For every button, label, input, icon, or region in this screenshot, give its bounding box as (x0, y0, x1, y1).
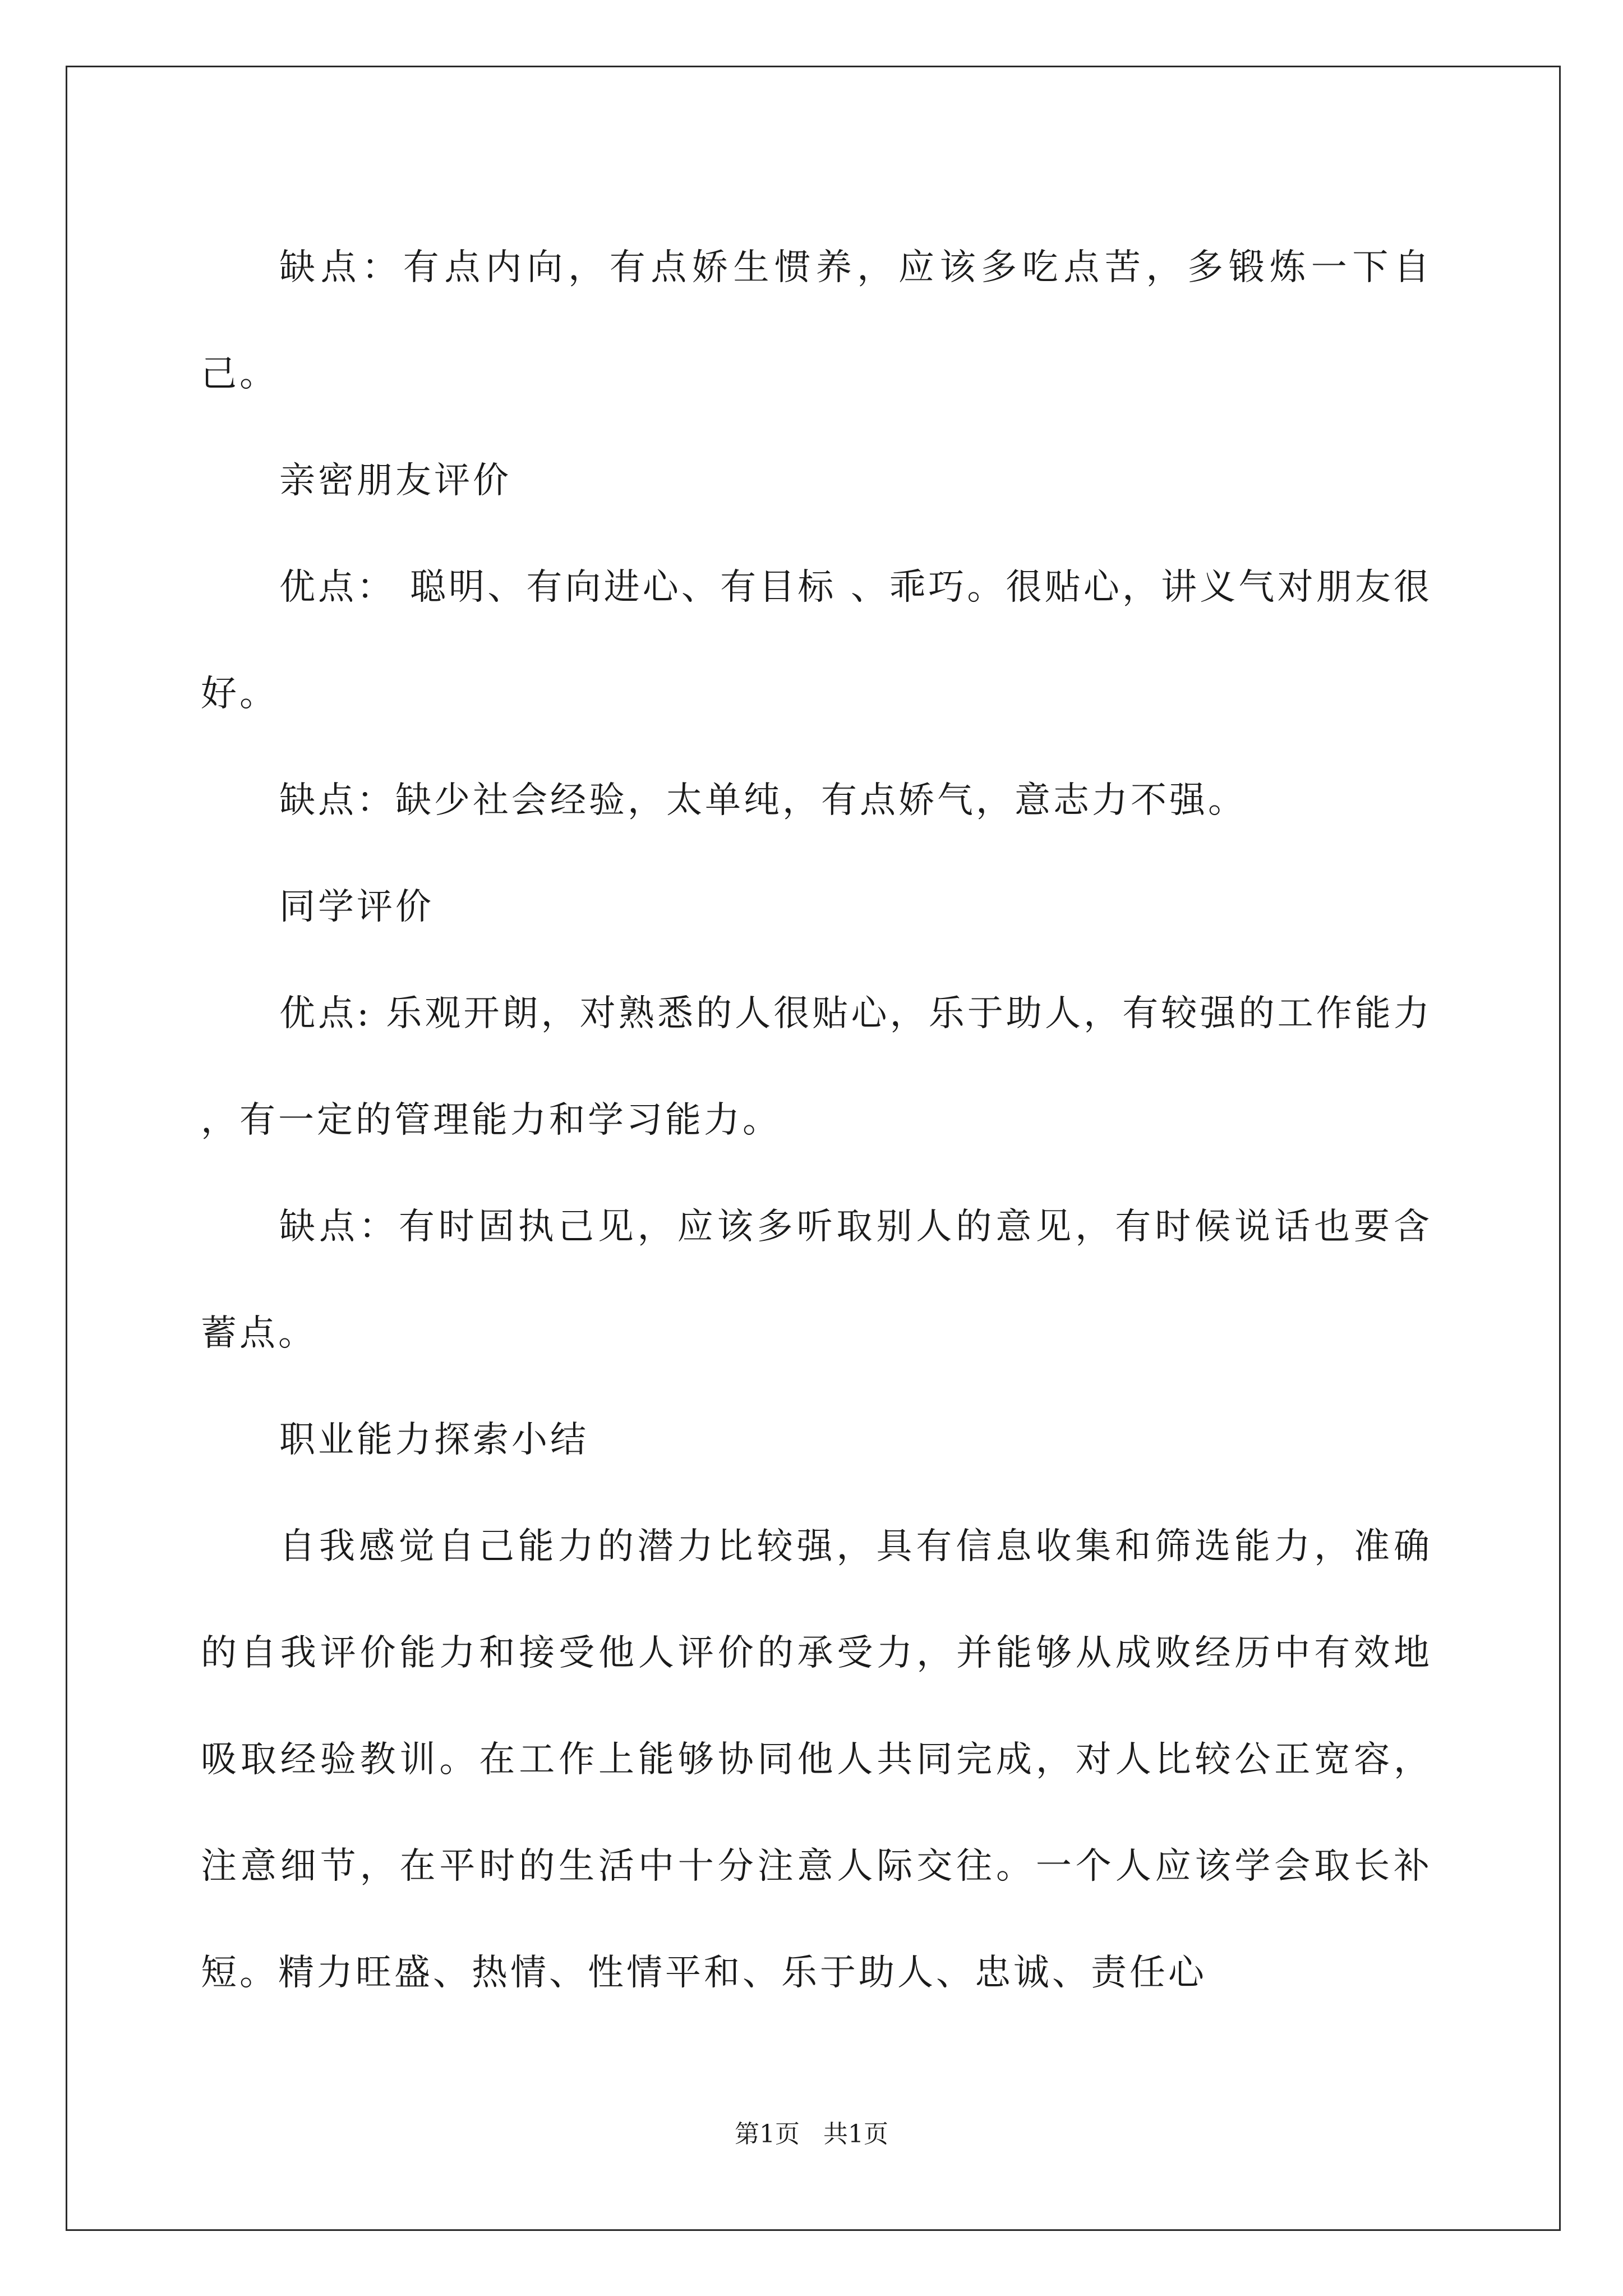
paragraph-friend-weaknesses: 缺点：缺少社会经验，太单纯，有点娇气，意志力不强。 (279, 780, 1247, 821)
paragraph-career-summary: 自我感觉自己能力的潜力比较强，具有信息收集和筛选能力，准确的自我评价能力和接受他人评价的承受力，并能够从成败经历中有效地吸取经验教训。在工作上能够协同他人共同完成，对人比较公正宽容，注意细节，在平时的生活中十分注意人际交往。一个人应该学会取长补短。精力旺盛、热情、性情平和、乐于助人、忠诚、责任心 (201, 1526, 1432, 1994)
page-total: 共1页 (823, 2120, 888, 2148)
paragraph-classmate-weaknesses: 缺点：有时固执己见，应该多听取别人的意见，有时候说话也要含蓄点。 (201, 1206, 1432, 1354)
paragraph-classmate-strengths: 优点: 乐观开朗，对熟悉的人很贴心，乐于助人，有较强的工作能力 ，有一定的管理能力和学习能力。 (201, 993, 1432, 1141)
page-number: 第1页 (735, 2120, 800, 2148)
paragraph-friend-strengths: 优点： 聪明、有向进心、有目标 、乖巧。很贴心，讲义气对朋友很好。 (201, 567, 1432, 715)
document-body (201, 214, 1432, 2026)
page-footer (0, 2118, 1623, 2151)
paragraph-weakness-self: 缺点：有点内向，有点娇生惯养，应该多吃点苦，多锻炼一下自己。 (201, 247, 1432, 395)
heading-classmate-evaluation: 同学评价 (279, 886, 434, 928)
heading-career-ability-summary: 职业能力探索小结 (279, 1419, 589, 1461)
heading-close-friend-evaluation: 亲密朋友评价 (279, 460, 511, 501)
